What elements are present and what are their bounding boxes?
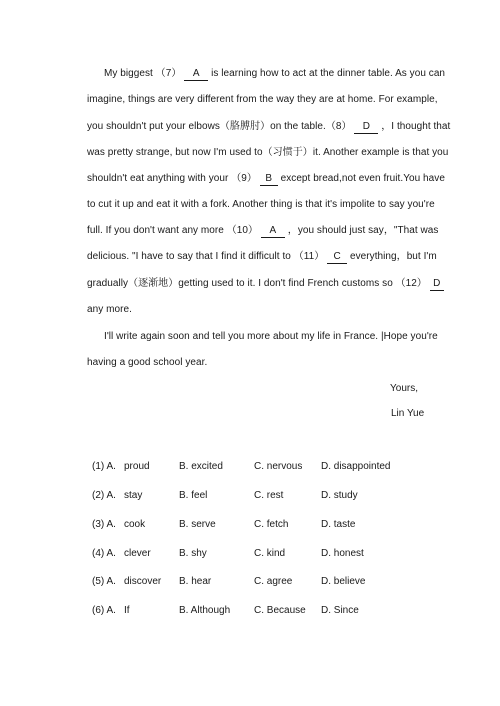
letter-signature: Lin Yue <box>391 408 425 419</box>
option-number-a: (2) A. <box>92 490 116 501</box>
line-text: was pretty strange, but now I'm used to（习惯于）it. Another example is that you <box>87 147 449 158</box>
option-number-a: (6) A. <box>92 605 116 616</box>
option-b: B. shy <box>179 548 207 559</box>
option-a: proud <box>124 461 150 472</box>
answer-blank-12: D <box>430 278 444 291</box>
answer-blank-8: D <box>354 121 378 134</box>
line-text: to cut it up and eat it with a fork. Another thing is that it's impolite to say you're <box>87 199 435 210</box>
passage-line-11 <box>104 330 444 344</box>
option-d: D. taste <box>321 519 356 530</box>
answer-blank-7: A <box>184 68 208 81</box>
line-text: is learning how to act at the dinner table. As you can <box>211 68 446 79</box>
option-number-a: (5) A. <box>92 576 116 587</box>
passage-line-2 <box>87 93 438 107</box>
option-a: discover <box>124 576 162 587</box>
option-d: D. believe <box>321 576 366 587</box>
option-c: C. kind <box>254 548 286 559</box>
answer-blank-11: C <box>327 251 347 264</box>
passage-line-12 <box>87 356 427 370</box>
answer-blank-10: A <box>261 225 285 238</box>
option-d: D. honest <box>321 548 364 559</box>
option-c: C. Because <box>254 605 306 616</box>
line-text: everything，but I'm <box>350 251 437 262</box>
option-b: B. feel <box>179 490 208 501</box>
option-c: C. agree <box>254 576 293 587</box>
passage-line-1 <box>104 67 444 81</box>
option-c: C. nervous <box>254 461 303 472</box>
option-c: C. rest <box>254 490 284 501</box>
option-a: cook <box>124 519 146 530</box>
option-b: B. hear <box>179 576 212 587</box>
option-number-a: (1) A. <box>92 461 116 472</box>
passage-line-5 <box>87 172 445 186</box>
line-text: any more. <box>87 304 132 315</box>
passage-line-3 <box>87 120 451 134</box>
passage-line-7 <box>87 224 439 238</box>
option-d: D. study <box>321 490 358 501</box>
line-text: My biggest （7） <box>104 68 182 79</box>
answer-blank-9: B <box>260 173 278 186</box>
option-d: D. disappointed <box>321 461 391 472</box>
passage-line-10 <box>87 303 427 317</box>
option-c: C. fetch <box>254 519 289 530</box>
line-text: I'll write again soon and tell you more about my life in France. |Hope you're <box>104 331 438 342</box>
line-text: ，I thought that <box>381 121 451 132</box>
line-text: shouldn't eat anything with your （9） <box>87 173 257 184</box>
line-text: except bread,not even fruit.You have <box>280 173 445 184</box>
option-number-a: (3) A. <box>92 519 116 530</box>
line-text: gradually（逐渐地）getting used to it. I don't find French customs so （12） <box>87 278 427 289</box>
option-b: B. serve <box>179 519 216 530</box>
passage-line-4 <box>87 146 449 160</box>
option-a: clever <box>124 548 151 559</box>
passage-line-6 <box>87 198 435 212</box>
option-b: B. excited <box>179 461 223 472</box>
passage-line-8 <box>87 250 437 264</box>
option-d: D. Since <box>321 605 359 616</box>
option-b: B. Although <box>179 605 231 616</box>
option-a: If <box>124 605 130 616</box>
option-a: stay <box>124 490 143 501</box>
line-text: you shouldn't put your elbows（胳膊肘）on the table.（8） <box>87 121 352 132</box>
option-number-a: (4) A. <box>92 548 116 559</box>
line-text: having a good school year. <box>87 357 208 368</box>
line-text: full. If you don't want any more （10） <box>87 225 259 236</box>
line-text: delicious. "I have to say that I find it difficult to （11） <box>87 251 325 262</box>
letter-salutation: Yours, <box>390 383 418 394</box>
passage-line-9 <box>87 277 441 291</box>
line-text: ，you should just say，"That was <box>287 225 439 236</box>
line-text: imagine, things are very different from the way they are at home. For example, <box>87 94 438 105</box>
